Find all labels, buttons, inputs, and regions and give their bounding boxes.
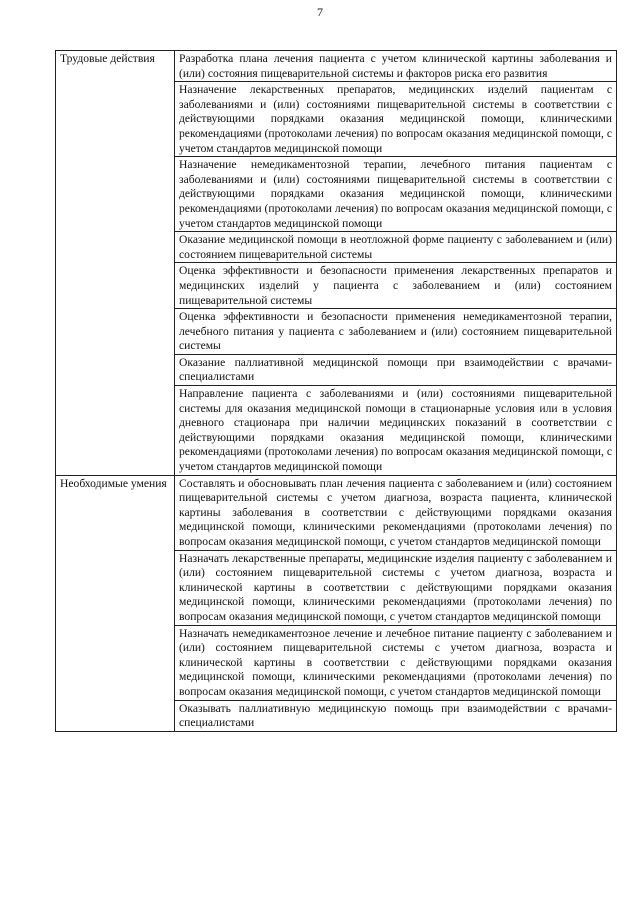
table-cell: Назначать немедикаментозное лечение и лечебное питание пациенту с заболеванием и (или) состоянием пищеварительной системы с учетом диагноза, возраста и клинической картины в соответствии с действующими порядками оказания медицинской помощи, клиническими рекомендациями (протоколами лечения) по вопросам оказания медицинской помощи, с учетом стандартов медицинской помощи [175,625,617,700]
section-label-labor-actions: Трудовые действия [56,51,175,476]
table-cell: Назначать лекарственные препараты, медицинские изделия пациенту с заболеванием и (или) состоянием пищеварительной системы с учетом диагноза, возраста и клинической картины в соответствии с действующими порядками оказания медицинской помощи, клиническими рекомендациями (протоколами лечения) по вопросам оказания медицинской помощи, с учетом стандартов медицинской помощи [175,550,617,625]
table-row [56,51,617,82]
section-label-required-skills: Необходимые умения [56,475,175,731]
table-cell: Составлять и обосновывать план лечения пациента с заболеванием и (или) состоянием пищеварительной системы с учетом диагноза, возраста пациента, клинической картины заболевания в соответствии с действующими порядками оказания медицинской помощи, клиническими рекомендациями (протоколами лечения) по вопросам оказания медицинской помощи, с учетом стандартов медицинской помощи [175,475,617,550]
competency-table [55,50,617,732]
table-row [56,475,617,550]
table-cell: Оценка эффективности и безопасности применения лекарственных препаратов и медицинских изделий у пациента с заболеванием и (или) состоянием пищеварительной системы [175,263,617,309]
table-cell: Оценка эффективности и безопасности применения немедикаментозной терапии, лечебного питания у пациента с заболеванием и (или) состоянием пищеварительной системы [175,309,617,355]
page-number: 7 [317,5,323,19]
table-cell: Направление пациента с заболеваниями и (или) состояниями пищеварительной системы для оказания медицинской помощи в стационарные условия или в условия дневного стационара при наличии медицинских показаний в соответствии с действующими порядками оказания медицинской помощи, клиническими рекомендациями (протоколами лечения) по вопросам оказания медицинской помощи, с учетом стандартов медицинской помощи [175,386,617,476]
table-cell: Оказывать паллиативную медицинскую помощь при взаимодействии с врачами-специалистами [175,700,617,731]
table-cell: Оказание медицинской помощи в неотложной форме пациенту с заболеванием и (или) состоянием пищеварительной системы [175,232,617,263]
table-cell: Назначение немедикаментозной терапии, лечебного питания пациентам с заболеваниями и (или) состояниями пищеварительной системы в соответствии с действующими порядками оказания медицинской помощи, клиническими рекомендациями (протоколами лечения) по вопросам оказания медицинской помощи, с учетом стандартов медицинской помощи [175,157,617,232]
table-cell: Разработка плана лечения пациента с учетом клинической картины заболевания и (или) состояния пищеварительной системы и факторов риска его развития [175,51,617,82]
table-cell: Назначение лекарственных препаратов, медицинских изделий пациентам с заболеваниями и (или) состояниями пищеварительной системы в соответствии с действующими порядками оказания медицинской помощи, клиническими рекомендациями (протоколами лечения) по вопросам оказания медицинской помощи, с учетом стандартов медицинской помощи [175,82,617,157]
table-cell: Оказание паллиативной медицинской помощи при взаимодействии с врачами-специалистами [175,354,617,385]
